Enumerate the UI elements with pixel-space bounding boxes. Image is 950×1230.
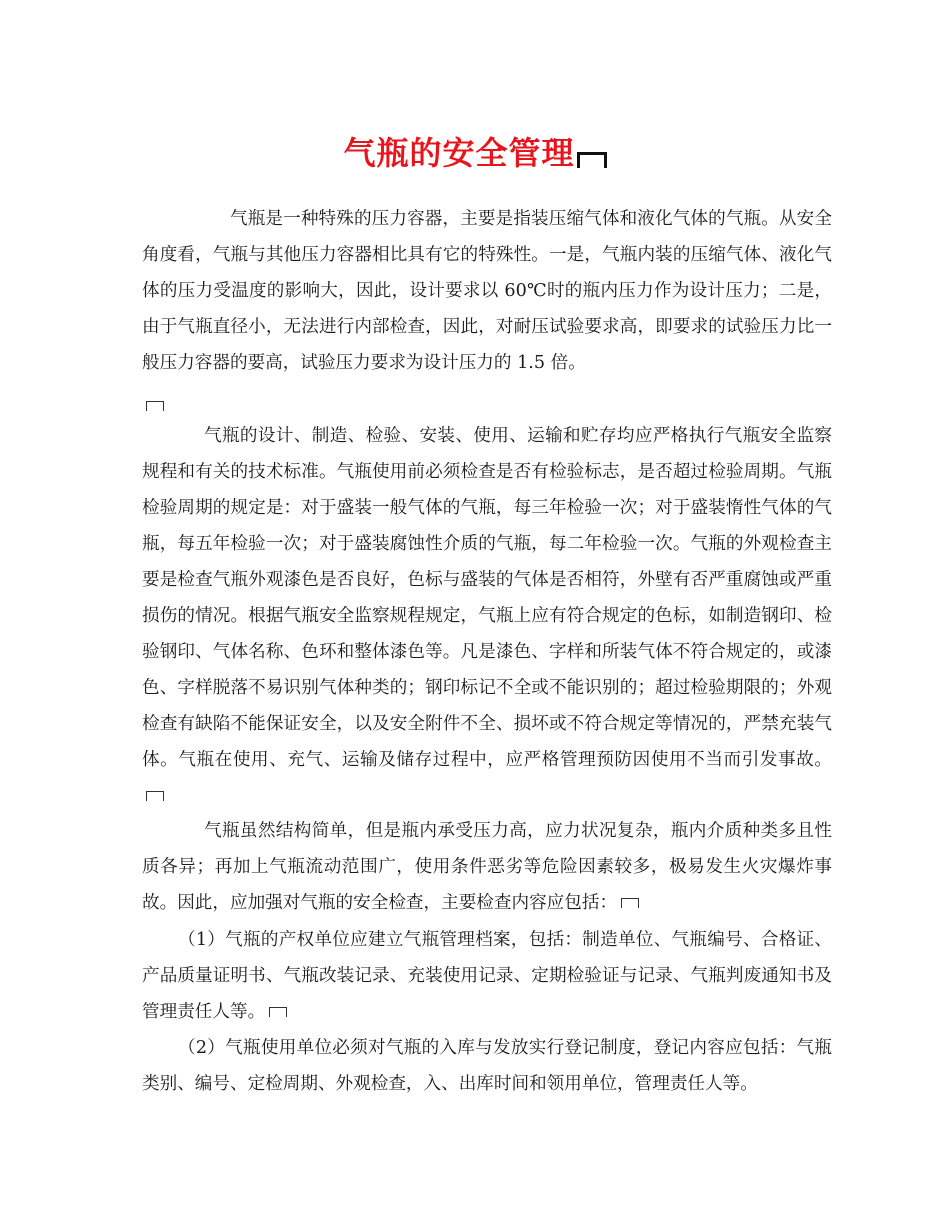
paragraph-2-text: 气瓶的设计、制造、检验、安装、使用、运输和贮存均应严格执行气瓶安全监察规程和有关的技术标准。气瓶使用前必须检查是否有检验标志，是否超过检验周期。气瓶检验周期的规定是：对于盛装一般气体的气瓶，每三年检验一次；对于盛装惰性气体的气瓶，每五年检验一次；对于盛装腐蚀性介质的气瓶，每二年检验一次。气瓶的外观检查主要是检查气瓶外观漆色是否良好，色标与盛装的气体是否相符，外壁有否严重腐蚀或严重损伤的情况。根据气瓶安全监察规程规定，气瓶上应有符合规定的色标，如制造钢印、检验钢印、气体名称、色环和整体漆色等。凡是漆色、字样和所装气体不符合规定的，或漆色、字样脱落不易识别气体种类的；钢印标记不全或不能识别的；超过检验期限的；外观检查有缺陷不能保证安全，以及安全附件不全、损坏或不符合规定等情况的，严禁充装气体。气瓶在使用、充气、运输及储存过程中，应严格管理预防因使用不当而引发事故。 [142, 426, 832, 770]
paragraph-mark-icon [577, 152, 607, 168]
paragraph-3 [142, 813, 832, 921]
paragraph-1 [142, 201, 832, 381]
paragraph-mark-icon [269, 1007, 287, 1017]
document-title-row [0, 128, 950, 174]
paragraph-2 [142, 418, 832, 814]
paragraph-4-text: （1）气瓶的产权单位应建立气瓶管理档案，包括：制造单位、气瓶编号、合格证、产品质量证明书、气瓶改装记录、充装使用记录、定期检验证与记录、气瓶判废通知书及管理责任人等。 [142, 930, 832, 1022]
paragraph-3-text: 气瓶虽然结构简单，但是瓶内承受压力高，应力状况复杂，瓶内介质种类多且性质各异；再加上气瓶流动范围广，使用条件恶劣等危险因素较多，极易发生火灾爆炸事故。因此，应加强对气瓶的安全检查，主要检查内容应包括： [142, 821, 832, 913]
paragraph-mark-icon [146, 791, 164, 801]
paragraph-4 [142, 922, 832, 1030]
paragraph-5 [142, 1030, 832, 1102]
paragraph-mark-icon [146, 401, 164, 411]
paragraph-1-text: 气瓶是一种特殊的压力容器，主要是指装压缩气体和液化气体的气瓶。从安全角度看，气瓶与其他压力容器相比具有它的特殊性。一是，气瓶内装的压缩气体、液化气体的压力受温度的影响大，因此，设计要求以 60℃时的瓶内压力作为设计压力；二是，由于气瓶直径小，无法进行内部检查，因此，对耐压试验要求高，即要求的试验压力比一般压力容器的要高，试验压力要求为设计压力的 1.5 倍。 [142, 209, 832, 373]
paragraph-5-text: （2）气瓶使用单位必须对气瓶的入库与发放实行登记制度，登记内容应包括：气瓶类别、编号、定检周期、外观检查，入、出库时间和领用单位，管理责任人等。 [142, 1038, 832, 1094]
paragraph-mark-icon [621, 898, 639, 908]
document-title: 气瓶的安全管理 [343, 134, 575, 172]
